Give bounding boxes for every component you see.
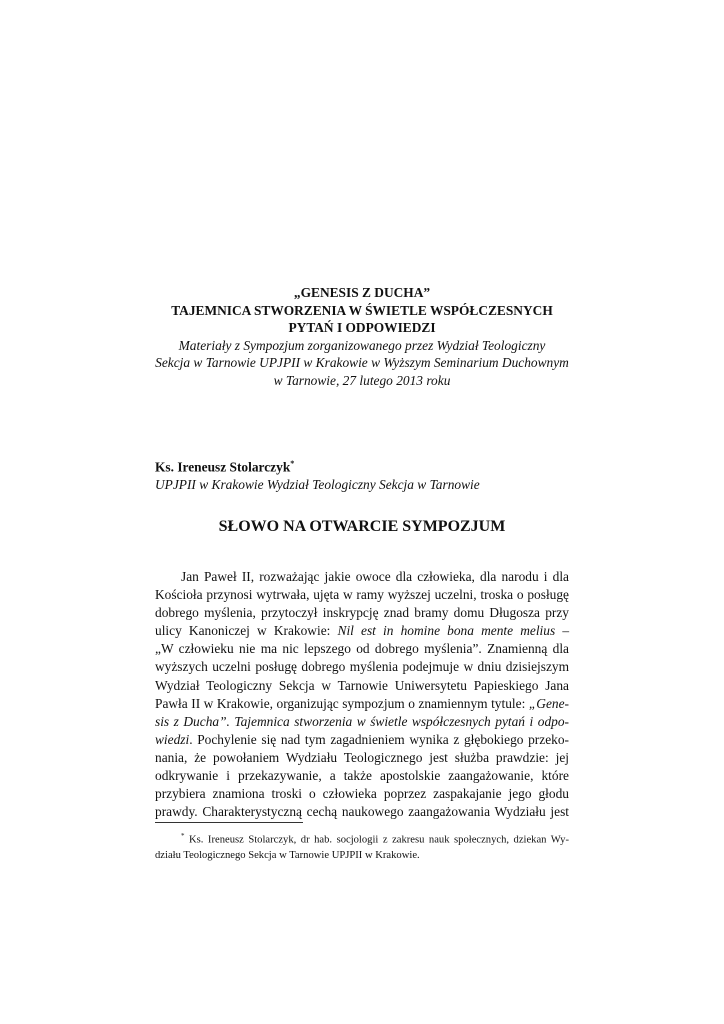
footnote-line: * Ks. Ireneusz Stolarczyk, dr hab. socjologii z zakresu nauk społecznych, dziekan Wy- xyxy=(181,832,569,846)
body-line: Wydział Teologiczny Sekcja w Tarnowie Uniwersytetu Papieskiego Jana xyxy=(155,677,569,693)
header-title-line: „GENESIS Z DUCHA” xyxy=(293,285,431,300)
footnote-line: działu Teologicznego Sekcja w Tarnowie UPJPII w Krakowie. xyxy=(155,849,420,861)
header-description-line: Sekcja w Tarnowie UPJPII w Krakowie w Wyższym Seminarium Duchownym xyxy=(155,355,569,370)
body-line: wyższych uczelni posługę dobrego myślenia podejmuje w dniu dzisiejszym xyxy=(155,659,569,675)
footnote-marker: * xyxy=(290,459,295,468)
body-line: Kościoła przynosi wytrwała, ujęta w ramy wyższej uczelni, troska o posługę xyxy=(155,587,569,603)
body-line: dobrego myślenia, przytoczył inskrypcję znad bramy domu Długosza przy xyxy=(155,605,569,621)
body-paragraph xyxy=(155,568,569,821)
body-line: ulicy Kanoniczej w Krakowie: Nil est in homine bona mente melius – xyxy=(155,623,570,639)
header-date-line: w Tarnowie, 27 lutego 2013 roku xyxy=(273,372,451,388)
author-name: Ks. Ireneusz Stolarczyk* xyxy=(155,459,295,475)
body-line: przybiera znamiona troski o człowieka poprzez zaspakajanie jego głodu xyxy=(155,786,569,802)
body-line: nania, że powołaniem Wydziału Teologicznego jest służba prawdzie: jej xyxy=(155,749,569,765)
footnote-separator xyxy=(155,822,303,823)
article-title: SŁOWO NA OTWARCIE SYMPOZJUM xyxy=(218,518,506,535)
footnote xyxy=(155,829,569,863)
footnote-marker: * xyxy=(181,832,185,840)
symposium-header xyxy=(120,284,604,389)
body-line: wiedzi. Pochylenie się nad tym zagadnieniem wynika z głębokiego przeko- xyxy=(155,731,569,747)
body-line: prawdy. Charakterystyczną cechą naukowego zaangażowania Wydziału jest xyxy=(155,804,569,820)
author-affiliation: UPJPII w Krakowie Wydział Teologiczny Sekcja w Tarnowie xyxy=(155,477,480,493)
body-line: Jan Paweł II, rozważając jakie owoce dla człowieka, dla narodu i dla xyxy=(181,569,569,584)
body-line: odkrywanie i przekazywanie, a także apostolskie zaangażowanie, które xyxy=(155,768,569,784)
header-description-line: Materiały z Sympozjum zorganizowanego przez Wydział Teologiczny xyxy=(178,337,546,353)
header-subtitle-line: TAJEMNICA STWORZENIA W ŚWIETLE WSPÓŁCZESNYCH xyxy=(171,302,553,318)
body-line: Pawła II w Krakowie, organizując sympozjum o znamiennym tytule: „Gene- xyxy=(155,695,569,711)
body-line: „W człowieku nie ma nic lepszego od dobrego myślenia”. Znamienną dla xyxy=(155,641,569,657)
header-subtitle-line: PYTAŃ I ODPOWIEDZI xyxy=(288,320,436,335)
author-block xyxy=(155,455,615,494)
body-line: sis z Ducha”. Tajemnica stworzenia w świetle współczesnych pytań i odpo- xyxy=(155,713,569,729)
